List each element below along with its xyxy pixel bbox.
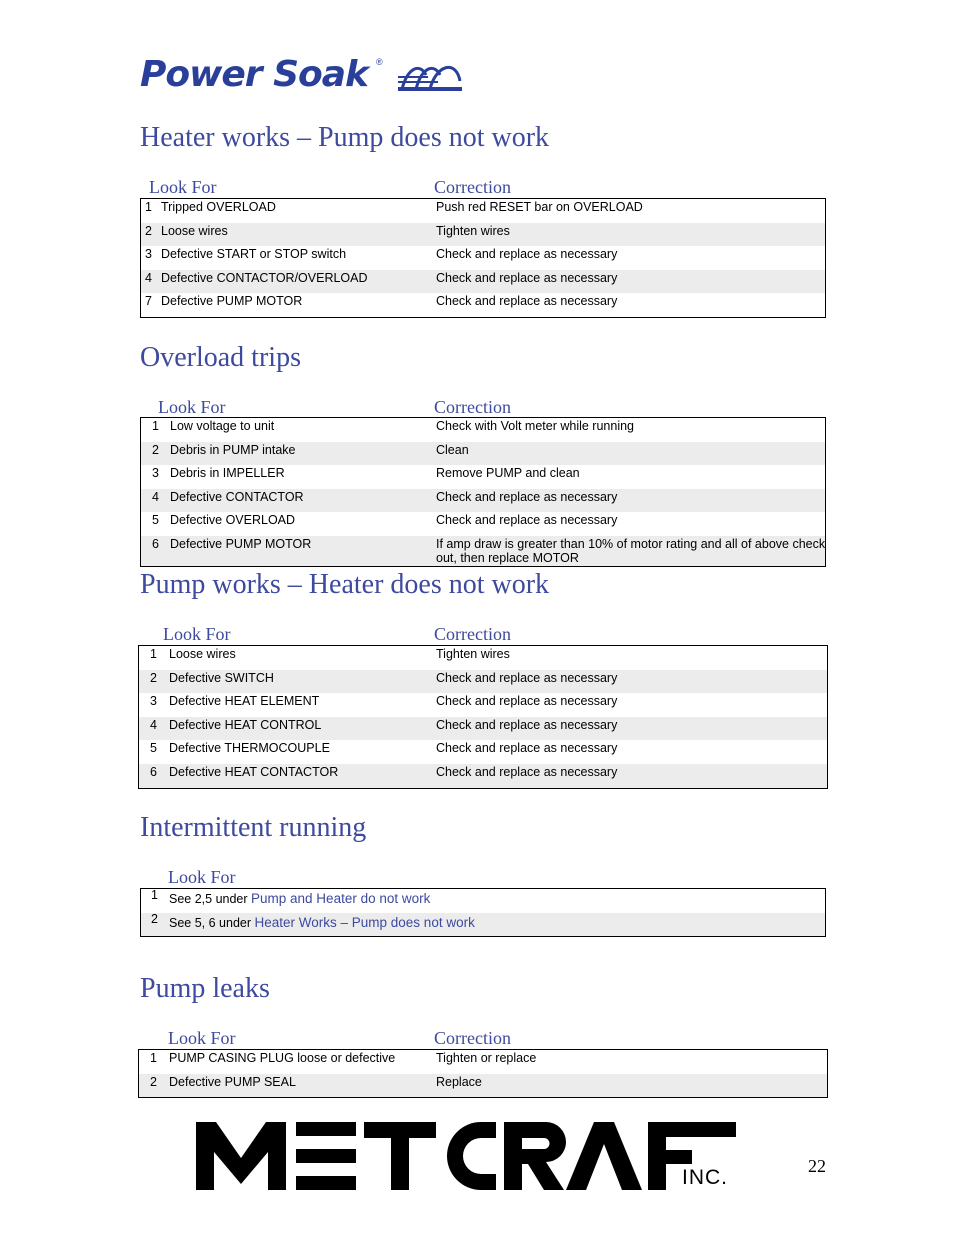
correction-cell: Tighten wires [436,223,510,238]
section-title-heater-works: Heater works – Pump does not work [140,122,550,153]
correction-cell: Replace [436,1074,482,1089]
col-head-look-for: Look For [163,624,231,644]
table-row [141,199,825,223]
table-row [141,418,825,442]
col-head-correction: Correction [434,397,511,417]
correction-cell: Check and replace as necessary [436,294,618,309]
inc-suffix: INC. [682,1166,728,1189]
table-row [139,764,827,788]
look-for-cell: Defective HEAT CONTACTOR [169,764,339,779]
troubleshoot-table-pump-works [138,645,828,789]
look-for-cell: Defective PUMP SEAL [169,1074,296,1089]
correction-cell: Check with Volt meter while running [436,419,635,433]
look-for-cell: Loose wires [161,223,228,238]
correction-cell: Check and replace as necessary [436,717,618,732]
row-number: 2 [151,911,158,926]
section-title-pump-leaks: Pump leaks [140,973,270,1004]
wave-icon [398,59,464,95]
look-for-cell: PUMP CASING PLUG loose or defective [169,1051,396,1065]
see-prefix: See 2,5 under [169,892,252,906]
correction-cell: Check and replace as necessary [436,489,618,504]
look-for-cell: Defective OVERLOAD [170,513,296,528]
look-for-cell: Defective HEAT CONTROL [169,717,322,732]
power-soak-wordmark: Power Soak [140,54,368,95]
table-row [139,1074,827,1098]
correction-cell: Check and replace as necessary [436,247,618,262]
row-number: 2 [152,442,159,457]
section-title-pump-works: Pump works – Heater does not work [140,569,550,600]
cross-reference-link[interactable]: Heater Works – Pump does not work [254,914,475,930]
table-row [141,512,825,536]
row-number: 3 [145,247,152,262]
correction-cell: Tighten or replace [436,1051,537,1065]
look-for-cell: Defective CONTACTOR/OVERLOAD [161,270,368,285]
col-head-look-for: Look For [149,177,217,197]
table-row [141,465,825,489]
look-for-cell: Defective HEAT ELEMENT [169,694,320,709]
troubleshoot-table-heater-works [140,198,826,318]
look-for-cell: Defective START or STOP switch [161,247,347,262]
look-for-cell: Low voltage to unit [170,419,275,433]
col-head-correction: Correction [434,177,511,197]
page-number: 22 [808,1156,826,1176]
row-number: 4 [152,489,159,504]
correction-cell: Check and replace as necessary [436,764,618,779]
row-number: 4 [150,717,157,732]
row-number: 3 [152,466,159,481]
row-number: 1 [151,888,158,902]
row-number: 6 [150,764,157,779]
col-head-look-for: Look For [168,867,236,887]
row-number: 1 [152,419,159,433]
troubleshoot-table-overload-trips [140,417,826,567]
look-for-cell: Defective THERMOCOUPLE [169,741,330,756]
col-head-look-for: Look For [158,397,226,417]
row-number: 2 [145,223,152,238]
correction-cell: Check and replace as necessary [436,270,618,285]
look-for-cell: Defective SWITCH [169,670,274,685]
table-row [139,693,827,717]
correction-cell: Remove PUMP and clean [436,466,580,481]
troubleshoot-table-intermittent [140,888,826,937]
table-row [141,489,825,513]
table-row [139,740,827,764]
col-head-correction: Correction [434,624,511,644]
look-for-cell: Tripped OVERLOAD [161,200,276,214]
section-title-intermittent-running: Intermittent running [140,812,367,843]
table-row [141,889,825,913]
row-number: 6 [152,536,159,551]
registered-mark: ® [376,57,383,67]
row-number: 4 [145,270,152,285]
look-for-cell: Debris in PUMP intake [170,442,296,457]
look-for-cell [169,915,475,931]
metcraft-logo [196,1118,736,1190]
look-for-cell [169,891,430,907]
correction-cell: Tighten wires [436,647,510,661]
correction-cell: Push red RESET bar on OVERLOAD [436,200,643,214]
table-row [141,246,825,270]
row-number: 2 [150,670,157,685]
row-number: 1 [150,1051,157,1065]
correction-cell: Check and replace as necessary [436,670,618,685]
look-for-cell: Loose wires [169,647,236,661]
table-row [139,1050,827,1074]
row-number: 5 [152,513,159,528]
row-number: 5 [150,741,157,756]
col-head-look-for: Look For [168,1028,236,1048]
col-head-correction: Correction [434,1028,511,1048]
cross-reference-link[interactable]: Pump and Heater do not work [251,891,431,906]
table-row [141,442,825,466]
correction-cell: Clean [436,442,469,457]
table-row [141,293,825,317]
table-row [139,670,827,694]
correction-cell: If amp draw is greater than 10% of motor rating and all of above check out, then replace MOTOR [436,536,826,565]
row-number: 2 [150,1074,157,1089]
table-row [139,717,827,741]
look-for-cell: Defective CONTACTOR [170,489,304,504]
table-row [141,270,825,294]
row-number: 3 [150,694,157,709]
table-row [141,913,825,937]
table-row [139,646,827,670]
section-title-overload-trips: Overload trips [140,342,301,373]
row-number: 1 [150,647,157,661]
look-for-cell: Debris in IMPELLER [170,466,285,481]
troubleshoot-table-pump-leaks [138,1049,828,1098]
table-row [141,536,825,566]
table-row [141,223,825,247]
row-number: 1 [145,200,152,214]
correction-cell: Check and replace as necessary [436,513,618,528]
power-soak-logo [140,55,465,95]
look-for-cell: Defective PUMP MOTOR [170,536,312,551]
correction-cell: Check and replace as necessary [436,741,618,756]
correction-cell: Check and replace as necessary [436,694,618,709]
row-number: 7 [145,294,152,309]
see-prefix: See 5, 6 under [169,915,255,930]
look-for-cell: Defective PUMP MOTOR [161,294,303,309]
